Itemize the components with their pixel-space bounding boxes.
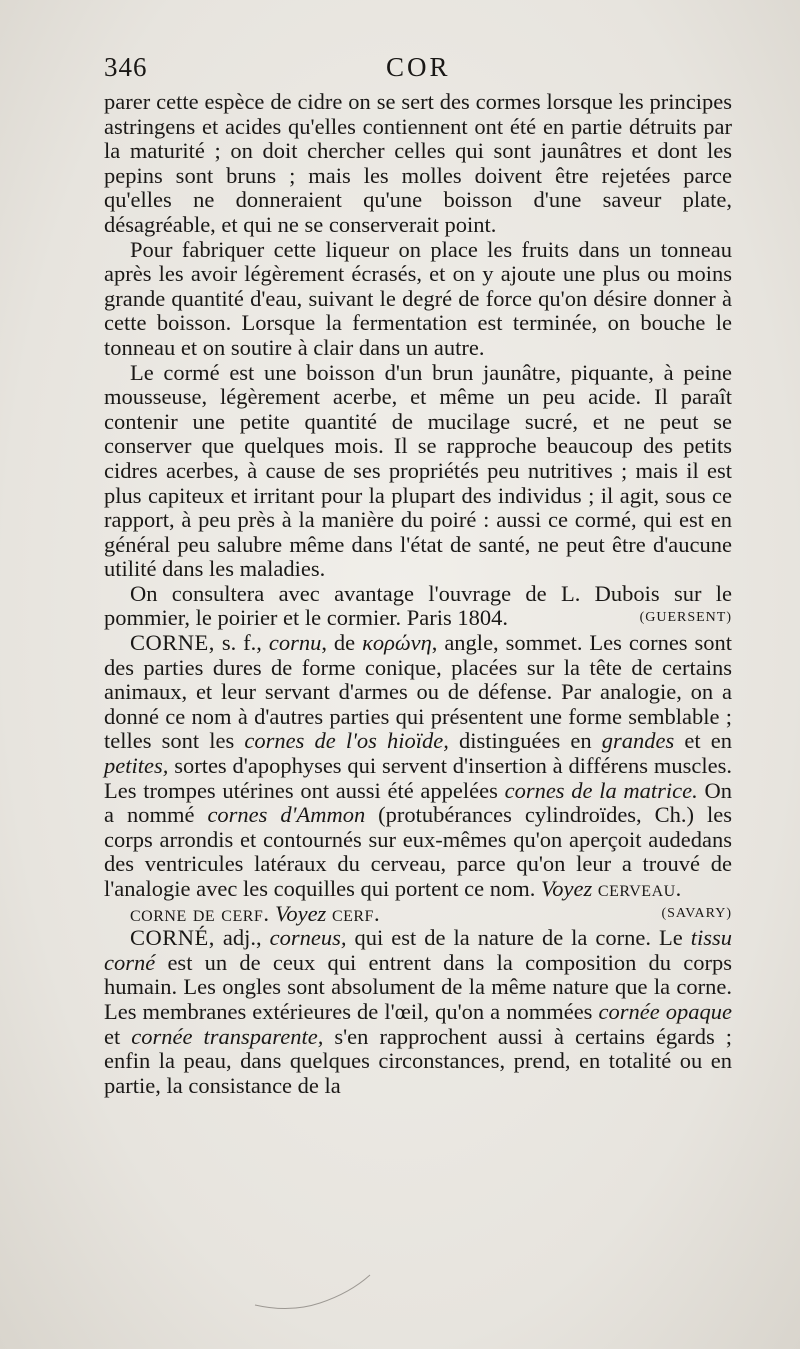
paragraph-fabrication: Pour fabriquer cette liqueur on place les fruits dans un tonneau après les avoir légèrement écrasés, et on y ajoute une plus ou moins grande quantité d'eau, suivant le degré de force qu'on désire donner à cette boisson. Lorsque la fermentation est terminée, on bouche le tonneau et on soutire à clair dans un autre. (104, 236, 732, 360)
italic-term: cornes de la matrice. (504, 777, 698, 803)
running-head: COR (386, 52, 451, 82)
entry-text: sortes d'apophyses qui servent d'insertion à différens muscles. Les trompes utérines ont aussi été appelées (104, 753, 732, 803)
grammar-corne: s. f., (214, 630, 269, 656)
latin-corne-adj: corneus, (269, 925, 347, 951)
entry-text: distinguées en (448, 728, 602, 754)
page-header (0, 52, 800, 92)
entry-text: On a nommé (104, 777, 732, 828)
entry-text: , de (321, 630, 363, 656)
entry-text: qui est de la nature de la corne. Le (346, 925, 691, 951)
entry-text: et (104, 1023, 132, 1049)
italic-term: grandes (601, 728, 675, 754)
italic-term: cornes de l'os hioïde, (244, 728, 449, 754)
voyez-label: Voyez (541, 876, 593, 901)
entry-text: est un de ceux qui entrent dans la composition du corps humain. Les ongles sont absolument de la même nature que la corne. Les membranes extérieures de l'œil, qu'on a nommées (104, 949, 732, 1024)
voyez-label: Voyez (275, 900, 327, 926)
italic-term: cornée opaque (598, 998, 733, 1024)
headword-corne-adj: CORNÉ, (130, 925, 215, 951)
entry-text: et en (674, 728, 733, 754)
greek-corne: κορώνη (362, 630, 432, 656)
entry-corne-adj (104, 926, 732, 1098)
grammar-corne-adj: adj., (214, 925, 270, 951)
cross-reference: cerf. (331, 900, 381, 926)
headword-corne-de-cerf: corne de cerf. (130, 900, 270, 926)
body-text (104, 90, 732, 1098)
italic-term: cornée transparente, (131, 1023, 324, 1049)
page-number: 346 (104, 52, 148, 82)
paragraph-corme-description: Le cormé est une boisson d'un brun jaunâtre, piquante, à peine mousseuse, légèrement acerbe, et même un peu acide. Il paraît contenir une petite quantité de mucilage sucré, et ne peut se conserver que quelques mois. Il se rapproche beaucoup des petits cidres acerbes, à cause de ses propriétés peu nutritives ; mais il est plus capiteux et irritant pour la plupart des individus ; il agit, sous ce rapport, à peu près à la manière du poiré : aussi ce cormé, qui est en général peu salubre même dans l'état de santé, ne peut être d'aucune utilité dans les maladies. (104, 359, 732, 582)
author-guersent: (GUERSENT) (639, 610, 732, 626)
italic-term: tissu corné (104, 925, 733, 975)
headword-corne: CORNE, (130, 630, 215, 656)
italic-term: petites, (104, 753, 169, 779)
entry-text: , angle, sommet. Les cornes sont des parties dures de forme conique, placées sur la tête de certains animaux, et leur servant d'armes ou de défense. Par analogie, on a donné ce nom à d'autres parties qui présentent une forme semblable ; telles sont les (104, 630, 732, 754)
pen-mark (250, 1255, 390, 1315)
paragraph-cidre-preparation: parer cette espèce de cidre on se sert des cormes lorsque les principes astringens et acides qu'elles contiennent ont été en partie détruits par la maturité ; on doit chercher celles qui sont jaunâtres et dont les pepins sont bruns ; mais les molles doivent être rejetées parce qu'elles ne donneraient qu'une boisson d'une saveur plate, désagréable, et qui ne se conserverait point. (104, 89, 732, 237)
paragraph-reference (104, 582, 732, 631)
italic-term: cornes d'Ammon (207, 802, 366, 828)
author-savary: (SAVARY) (661, 905, 732, 921)
entry-text: (protubérances cylindroïdes, Ch.) les corps arrondis et contournés sur eux-mêmes qu'on aperçoit audedans des ventricules latéraux du cerveau, parce qu'on leur a trouvé de l'analogie avec les coquilles qui portent ce nom. (104, 802, 732, 901)
cross-reference: cerveau. (597, 876, 682, 901)
reference-text: On consultera avec avantage l'ouvrage de L. Dubois sur le pommier, le poirier et le cormier. Paris 1804. (104, 580, 732, 631)
latin-corne: cornu (268, 630, 322, 656)
entry-text: s'en rapprochent aussi à certains égards ; enfin la peau, dans quelques circonstances, prend, en totalité ou en partie, la consistance de la (104, 1023, 732, 1098)
